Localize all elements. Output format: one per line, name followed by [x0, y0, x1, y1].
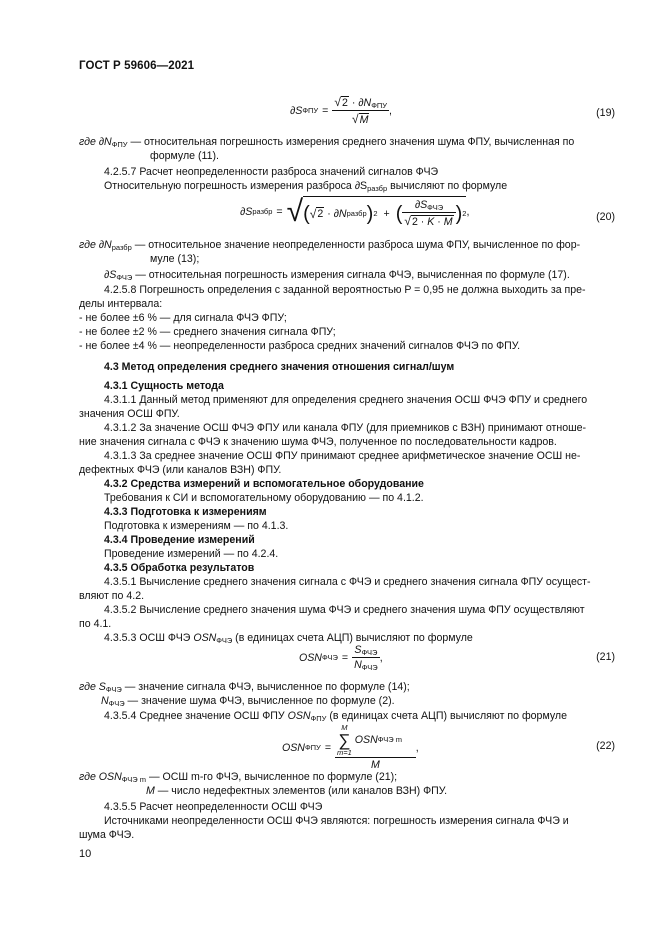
s4313-line2: дефектных ФЧЭ (или каналов ВЗН) ФПУ. [79, 464, 282, 476]
eq20-fden-k: K [427, 216, 435, 228]
eq19-where-lead: где ∂N [79, 136, 112, 148]
eq22-sum-symbol: ∑ [338, 730, 351, 750]
s4353-var: OSN [193, 632, 217, 644]
eq19-rad: 2 [341, 97, 348, 109]
eq22-where-line1 [79, 770, 615, 784]
s4354-line [104, 709, 615, 723]
section-4-2-5-8-line2: делы интервала: [79, 298, 163, 310]
eq19-tail: , [389, 104, 392, 117]
eq19-where-line1 [79, 135, 615, 149]
page-number: 10 [79, 848, 92, 860]
eq21-where-lead: где S [79, 681, 106, 693]
eq20-rad: 2 [317, 208, 324, 220]
eq22-fraction: M ∑ m=1 OSN ФЧЭ m M [335, 724, 416, 771]
equation-19: ∂S ФПУ = $\frac{√2 \cdot \partial N_{ФПУ}}{√M}$ , [290, 95, 392, 126]
eq20-v1: ∂N [333, 207, 347, 220]
eq20-plus: + [383, 207, 390, 220]
eq20-where-var2: ∂S [104, 269, 117, 281]
equation-20: ∂S разбр = √ ( √ 2 · ∂N разбр ) 2 + ( $\frac{\partial S_{ФЧЭ}}{√2 \cdot K \cdot M}$ ) 2 , [240, 195, 470, 228]
eq19-where-sub: ФПУ [111, 140, 128, 149]
eq20-where-line3 [104, 268, 615, 282]
equation-21-number: (21) [596, 651, 615, 663]
eq22-where-lead: где OSN [79, 771, 122, 783]
eq22-where-line2 [146, 784, 615, 798]
eq22-where-var2: M [146, 785, 155, 797]
eq22-where-sub: ФЧЭ m [121, 775, 147, 784]
equation-22: OSN ФПУ = M ∑ m=1 OSN ФЧЭ m M , [282, 723, 419, 771]
s434-text: Проведение измерений — по 4.2.4. [104, 548, 279, 560]
s4312-line1: 4.3.1.2 За значение ОСШ ФЧЭ ФПУ или канала ФПУ (для приемников с ВЗН) принимают отноше- [104, 422, 587, 434]
eq22-term: OSN [354, 734, 378, 746]
s4353-sub: ФЧЭ [216, 636, 233, 645]
s4355-title: 4.3.5.5 Расчет неопределенности ОСШ ФЧЭ [104, 801, 323, 813]
eq19-dot: · [351, 97, 356, 109]
eq20-where-sub: разбр [111, 243, 132, 252]
section-4-3-1-title: 4.3.1 Сущность метода [104, 380, 224, 392]
eq20-fraction: $\frac{\partial S_{ФЧЭ}}{√2 \cdot K \cdot M}$ [402, 199, 455, 228]
eq20-lhs: ∂S [240, 206, 253, 218]
eq20-sq2: 2 [462, 209, 467, 218]
eq21-where-text2: — значение шума ФЧЭ, вычисленное по формуле (2). [124, 695, 395, 707]
eq21-where-line1 [79, 680, 615, 694]
standard-header: ГОСТ Р 59606—2021 [79, 60, 195, 72]
eq21-lhs: OSN [299, 651, 322, 664]
eq20-fden-rad: 2 [411, 216, 418, 228]
section-4-3-4-title: 4.3.4 Проведение измерений [104, 534, 255, 546]
s4257-text-a: Относительную погрешность измерения разброса ∂S [104, 180, 368, 192]
eq22-where-text2: — число недефектных элементов (или каналов ВЗН) ФПУ. [154, 785, 448, 797]
eq21-tail: , [379, 651, 383, 664]
s4354-var: OSN [287, 710, 311, 722]
equation-21: OSN ФЧЭ = $\frac{S_{ФЧЭ}}{N_{ФЧЭ}}$ , [299, 644, 383, 672]
eq21-num: S [354, 644, 362, 656]
s4311-line1: 4.3.1.1 Данный метод применяют для определения среднего значения ОСШ ФЧЭ ФПУ и среднего [104, 394, 588, 406]
eq19-where-line2: формуле (11). [150, 150, 219, 162]
eq21-where-var2: N [101, 695, 109, 707]
section-4-3-title: 4.3 Метод определения среднего значения отношения сигнал/шум [104, 361, 455, 373]
s4351-line1: 4.3.5.1 Вычисление среднего значения сигнала с ФЧЭ и среднего значения сигнала ФПУ осущест- [104, 576, 591, 588]
tolerance-item-2: - не более ±2 % — среднего значения сигнала ФПУ; [79, 326, 336, 338]
eq21-den: N [354, 659, 362, 671]
eq20-fnum: ∂S [414, 199, 428, 211]
eq20-fden-m: M [443, 216, 453, 228]
eq21-where-sub: ФЧЭ [105, 685, 122, 694]
section-4-2-5-8-line1: 4.2.5.8 Погрешность определения с заданной вероятностью P = 0,95 не должна выходить за пре- [104, 284, 586, 296]
s433-text: Подготовка к измерениям — по 4.1.3. [104, 520, 289, 532]
eq22-sum [337, 724, 352, 756]
s4312-line2: ние значения сигнала с ФЧЭ к значению шума ФЧЭ, полученное по последовательности кадров. [79, 436, 557, 448]
s4352-line2: по 4.1. [79, 618, 112, 630]
equation-22-number: (22) [596, 740, 615, 752]
eq22-sum-bottom: m=1 [337, 747, 352, 757]
eq19-lhs: ∂S [290, 104, 303, 117]
s4352-line1: 4.3.5.2 Вычисление среднего значения шума ФЧЭ и среднего значения шума ФПУ осуществляют [104, 604, 585, 616]
eq22-lhs: OSN [282, 741, 305, 754]
section-4-3-5-title: 4.3.5 Обработка результатов [104, 562, 255, 574]
s4353-a: 4.3.5.3 ОСШ ФЧЭ [104, 632, 194, 644]
eq22-where-text1: — ОСШ m-го ФЧЭ, вычисленное по формуле (21); [146, 771, 398, 783]
eq20-where-var2-sub: ФЧЭ [116, 273, 133, 282]
section-4-2-5-7-text [104, 179, 615, 193]
eq20-where-line1 [79, 238, 615, 252]
eq20-fnum-sub: ФЧЭ [427, 203, 444, 212]
s4257-text-sub: разбр [367, 184, 388, 193]
section-4-3-2-title: 4.3.2 Средства измерений и вспомогательное оборудование [104, 478, 424, 490]
s4354-sub: ФПУ [310, 714, 327, 723]
section-4-3-3-title: 4.3.3 Подготовка к измерениям [104, 506, 267, 518]
eq19-fraction: $\frac{√2 \cdot \partial N_{ФПУ}}{√M}$ [334, 95, 388, 126]
eq21-where-line2 [101, 694, 615, 708]
s4355-line1: Источниками неопределенности ОСШ ФЧЭ являются: погрешность измерения сигнала ФЧЭ и [104, 815, 569, 827]
eq21-den-sub: ФЧЭ [361, 663, 378, 672]
s4257-text-b: вычисляют по формуле [387, 180, 508, 192]
eq21-where-var2-sub: ФЧЭ [108, 699, 125, 708]
eq20-where-text3: — относительная погрешность измерения сигнала ФЧЭ, вычисленная по формуле (17). [132, 269, 570, 281]
s4313-line1: 4.3.1.3 За среднее значение ОСШ ФПУ принимают среднее арифметическое значение ОСШ не- [104, 450, 581, 462]
eq19-where-text1: — относительная погрешность измерения среднего значения шума ФПУ, вычисленная по [127, 136, 575, 148]
s4353-line [104, 631, 615, 645]
eq20-where-text1: — относительное значение неопределенности разброса шума ФПУ, вычисленное по фор- [131, 239, 581, 251]
section-4-2-5-7-title: 4.2.5.7 Расчет неопределенности разброса значений сигналов ФЧЭ [104, 166, 439, 178]
tolerance-item-3: - не более ±4 % — неопределенности разброса средних значений сигналов ФЧЭ по ФПУ. [79, 340, 521, 352]
equation-19-number: (19) [596, 107, 615, 119]
s4355-line2: шума ФЧЭ. [79, 829, 135, 841]
equation-20-number: (20) [596, 211, 615, 223]
s4353-b: (в единицах счета АЦП) вычисляют по формуле [232, 632, 473, 644]
s4354-a: 4.3.5.4 Среднее значение ОСШ ФПУ [104, 710, 288, 722]
s4311-line2: значения ОСШ ФПУ. [79, 408, 180, 420]
eq19-num-sub: ФПУ [371, 101, 388, 110]
s4351-line2: вляют по 4.2. [79, 590, 145, 602]
s432-text: Требования к СИ и вспомогательному оборудованию — по 4.1.2. [104, 492, 424, 504]
eq22-den: M [370, 759, 380, 771]
s4354-b: (в единицах счета АЦП) вычисляют по формуле [326, 710, 567, 722]
eq20-sq1: 2 [373, 209, 378, 218]
eq20-dot: · [327, 207, 331, 220]
eq22-tail: , [415, 741, 419, 754]
eq22-sum-top: M [341, 723, 348, 732]
eq21-num-sub: ФЧЭ [361, 648, 378, 657]
eq19-den-var: M [359, 114, 369, 126]
eq19-num-var: ∂N [358, 97, 372, 109]
eq20-where-line2: муле (13); [150, 253, 200, 265]
eq21-where-text1: — значение сигнала ФЧЭ, вычисленное по формуле (14); [121, 681, 410, 693]
tolerance-item-1: - не более ±6 % — для сигнала ФЧЭ ФПУ; [79, 312, 287, 324]
eq21-fraction [352, 644, 380, 671]
eq20-tail: , [466, 206, 470, 218]
eq20-where-lead: где ∂N [79, 239, 112, 251]
